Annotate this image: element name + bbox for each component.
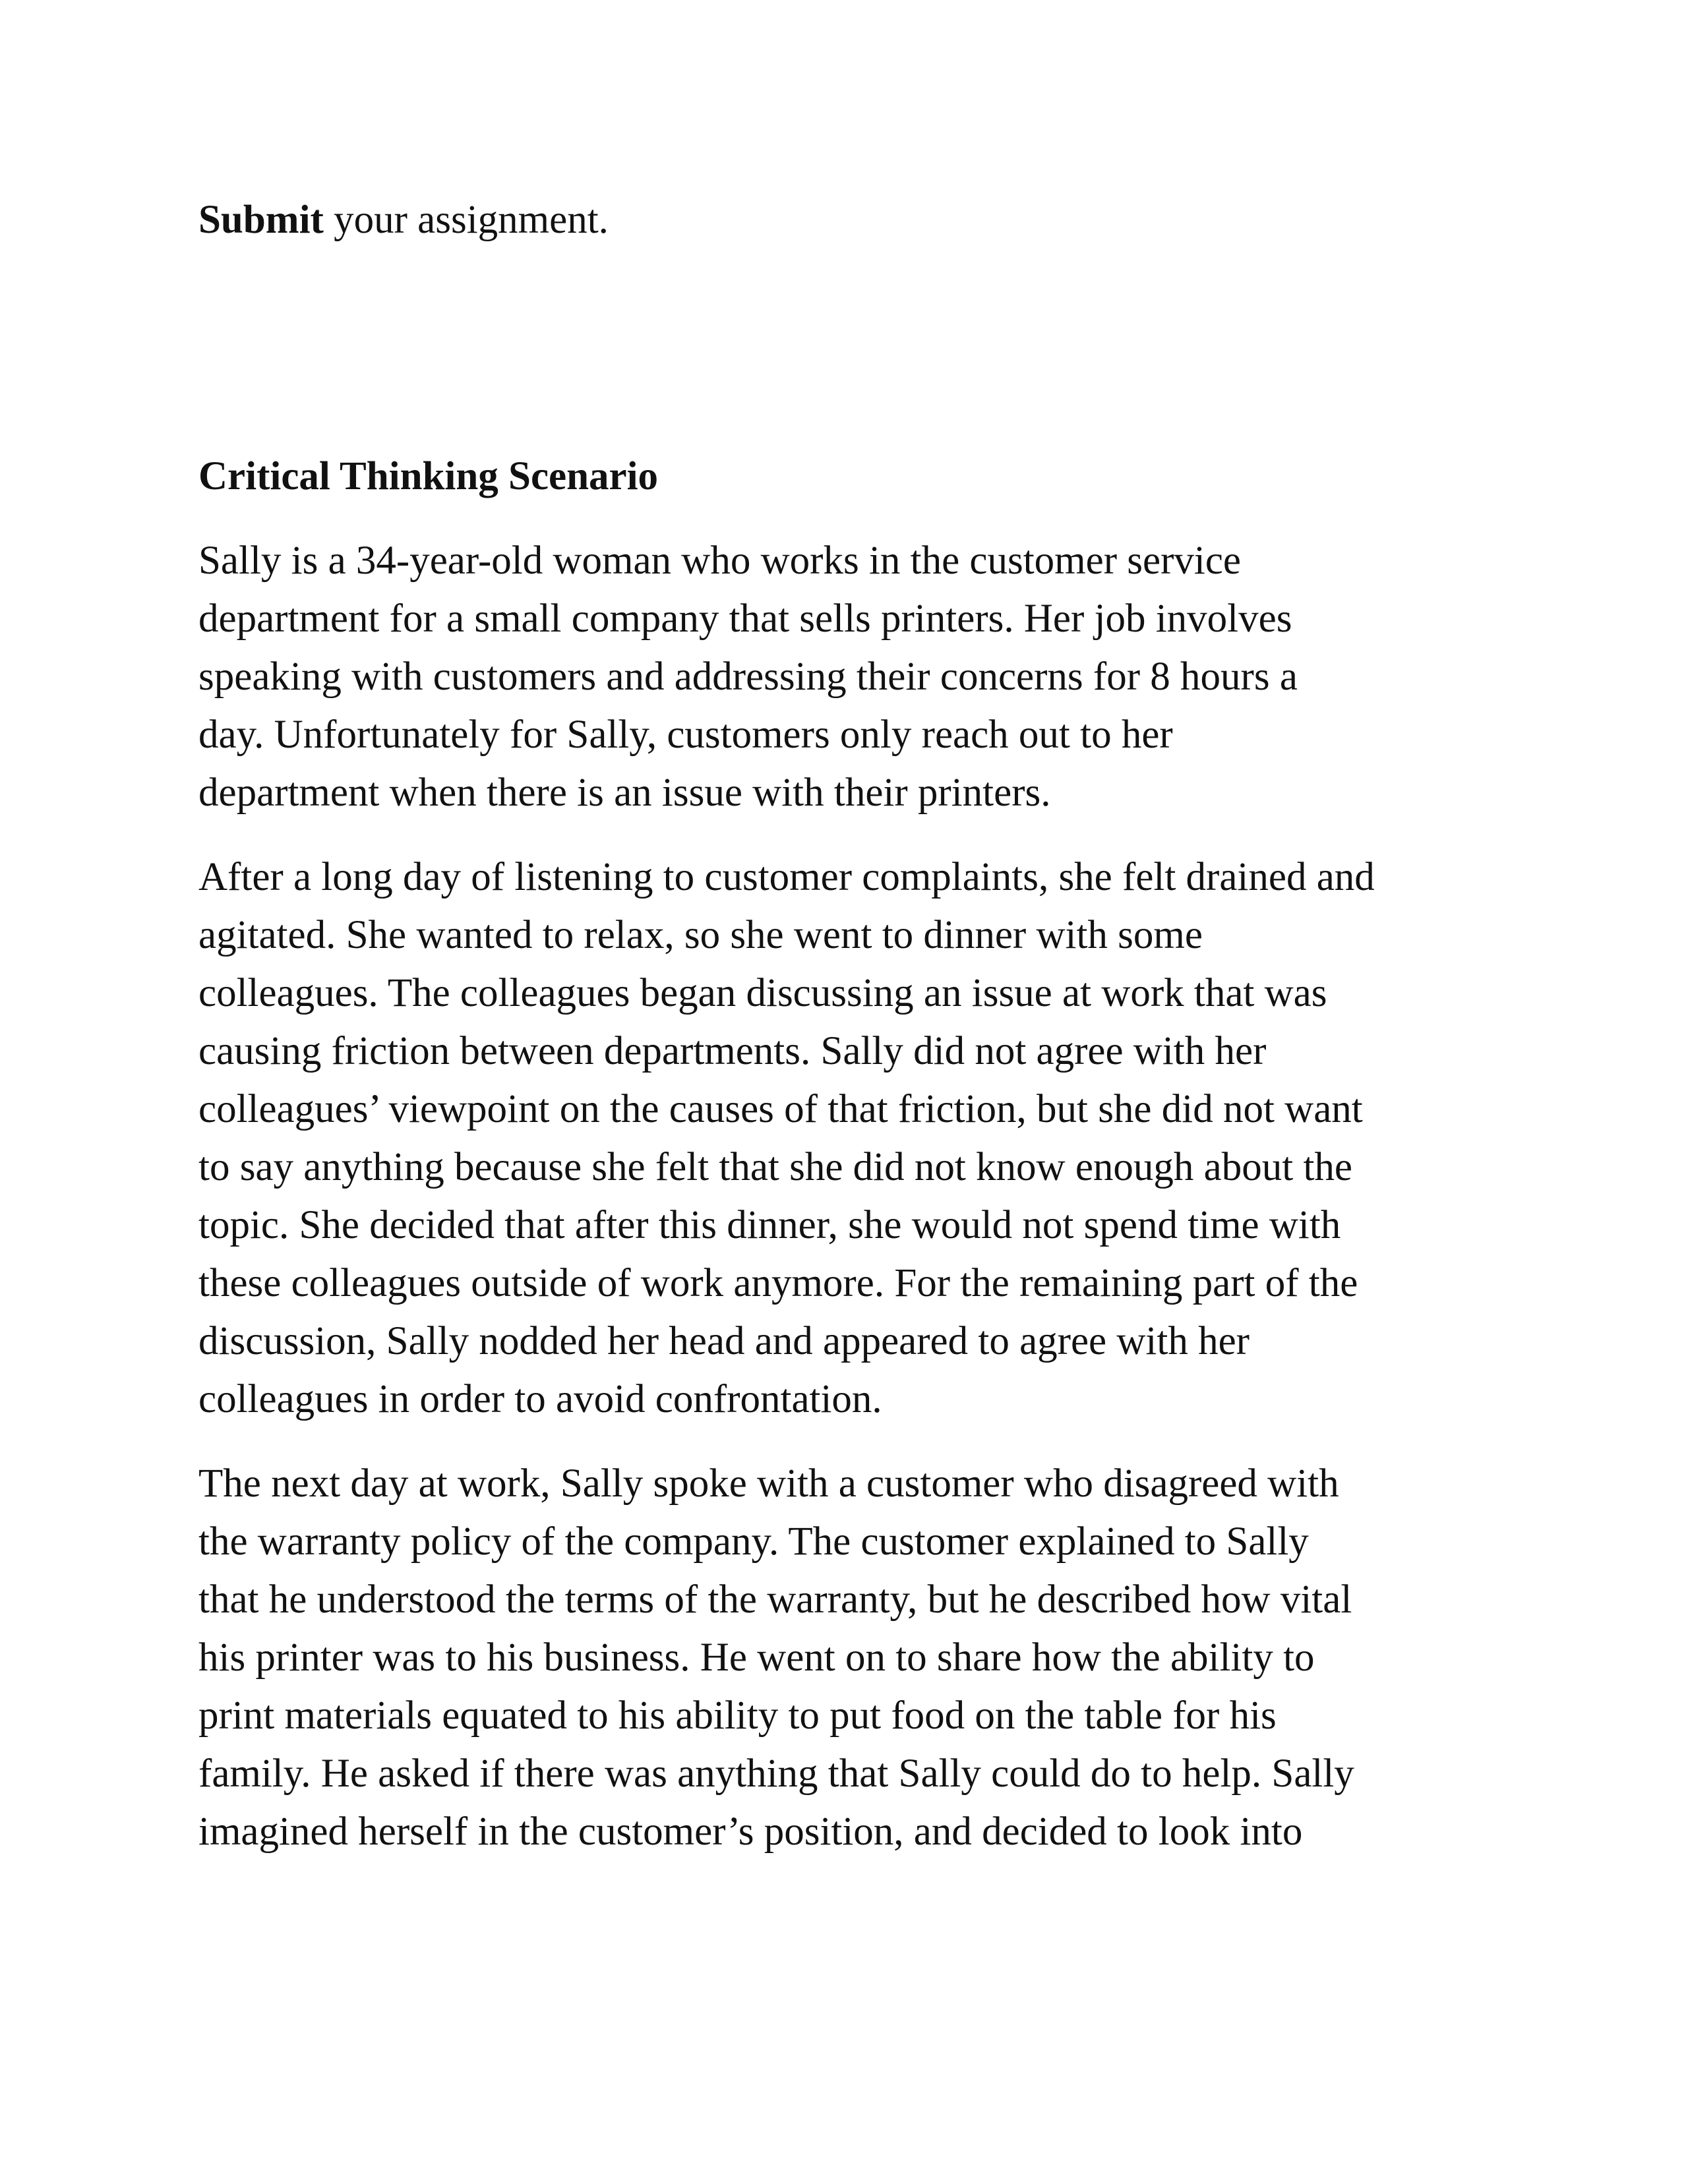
text-line: speaking with customers and addressing their concerns for 8 hours a <box>198 655 1298 699</box>
text-line: department when there is an issue with their printers. <box>198 771 1051 815</box>
text-line: colleagues in order to avoid confrontation. <box>198 1377 882 1421</box>
text-line: print materials equated to his ability to put food on the table for his <box>198 1694 1277 1738</box>
text-line: the warranty policy of the company. The customer explained to Sally <box>198 1520 1309 1564</box>
section-heading: Critical Thinking Scenario <box>198 454 659 498</box>
text-line: family. He asked if there was anything that Sally could do to help. Sally <box>198 1752 1354 1796</box>
text-line: colleagues’ viewpoint on the causes of that friction, but she did not want <box>198 1087 1363 1131</box>
text-line: these colleagues outside of work anymore. For the remaining part of the <box>198 1261 1358 1305</box>
text-line: agitated. She wanted to relax, so she went to dinner with some <box>198 913 1203 957</box>
paragraph-1 <box>198 532 1504 822</box>
text-line: to say anything because she felt that she did not know enough about the <box>198 1145 1352 1189</box>
text-line: After a long day of listening to customer complaints, she felt drained and <box>198 855 1375 899</box>
text-line: imagined herself in the customer’s position, and decided to look into <box>198 1810 1303 1854</box>
paragraph-2 <box>198 848 1504 1429</box>
text-line: discussion, Sally nodded her head and appeared to agree with her <box>198 1319 1250 1363</box>
text-line: department for a small company that sells printers. Her job involves <box>198 597 1292 641</box>
text-line: his printer was to his business. He went on to share how the ability to <box>198 1636 1315 1680</box>
submit-instruction-text: your assignment. <box>323 198 609 242</box>
text-line: that he understood the terms of the warranty, but he described how vital <box>198 1578 1352 1622</box>
submit-instruction <box>198 191 1504 249</box>
document-body <box>198 191 1504 1861</box>
submit-keyword: Submit <box>198 198 324 242</box>
text-line: Sally is a 34-year-old woman who works in the customer service <box>198 539 1241 583</box>
text-line: The next day at work, Sally spoke with a customer who disagreed with <box>198 1461 1339 1506</box>
paragraph-3 <box>198 1455 1504 1861</box>
text-line: causing friction between departments. Sally did not agree with her <box>198 1029 1267 1073</box>
text-line: topic. She decided that after this dinner, she would not spend time with <box>198 1203 1341 1247</box>
text-line: colleagues. The colleagues began discussing an issue at work that was <box>198 971 1327 1015</box>
text-line: day. Unfortunately for Sally, customers only reach out to her <box>198 713 1173 757</box>
